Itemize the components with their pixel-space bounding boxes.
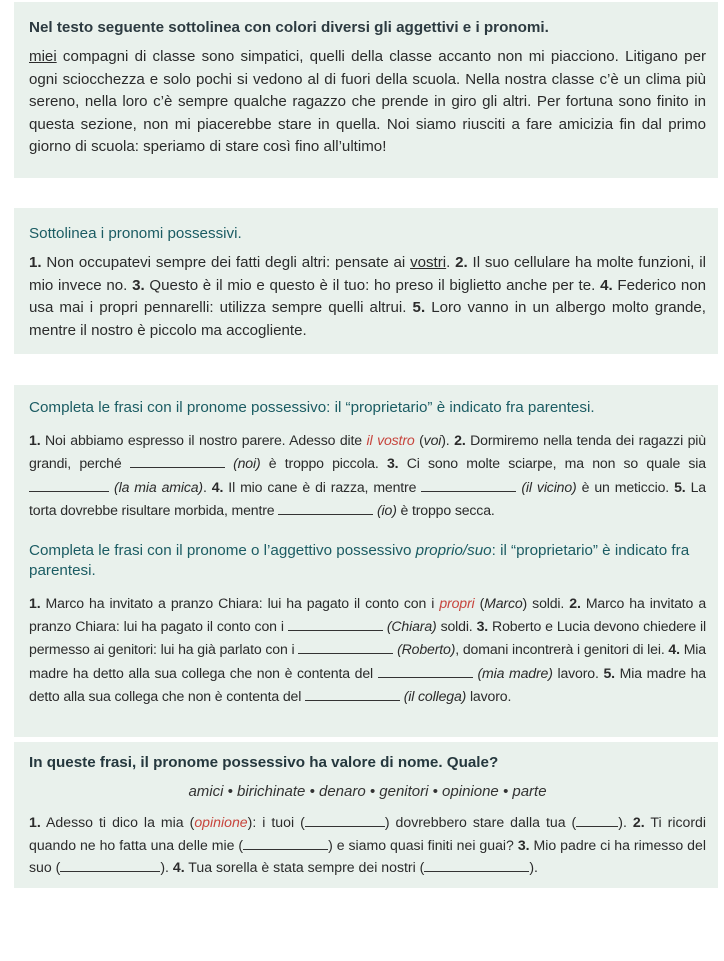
exercise-title: In queste frasi, il pronome possessivo ha valore di nome. Quale?	[29, 754, 499, 771]
answer-blank[interactable]	[29, 477, 109, 492]
exercise-text: 1. Noi abbiamo espresso il nostro parere. Adesso dite il vostro (voi). 2. Dormiremo nella tenda dei ragazzi più grandi, perché (noi) è troppo piccola. 3. Ci sono molte sciarpe, ma non so quale sia (la mia amica). 4. Il mio cane è di razza, mentre (il vicino) è un meticcio. 5. La torta dovrebbe risultare morbida, mentre (io) è troppo secca.	[29, 432, 706, 519]
answer-blank[interactable]	[60, 857, 160, 872]
underlined-word: miei	[29, 48, 57, 65]
exercise-title: Nel testo seguente sottolinea con colori diversi gli aggettivi e i pronomi.	[29, 19, 549, 36]
answer-blank[interactable]	[305, 812, 385, 827]
word-bank: amici • birichinate • denaro • genitori • opinione • parte	[188, 783, 547, 800]
example-answer: propri	[439, 594, 475, 611]
answer-blank[interactable]	[421, 477, 516, 492]
exercise-complete-sentences	[14, 385, 718, 737]
answer-blank[interactable]	[298, 639, 393, 654]
exercise-text: miei compagni di classe sono simpatici, quelli della classe accanto non mi piacciono. Litigano per ogni sciocchezza e solo pochi si vedono al di fuori della scuola. Nella nostra classe c’è un clima più sereno, nella loro c’è sempre qualche ragazzo che prende in giro gli altri. Per fortuna sono finito in questa sezione, non mi piacerebbe stare in quella. Noi siamo riusciti a fare amicizia fin dal primo giorno di scuola: speriamo di stare così fino all’ultimo!	[29, 48, 706, 156]
exercise-text: 1. Adesso ti dico la mia (opinione): i tuoi ( ) dovrebbero stare dalla tua ( ). 2. Ti ricordi quando ne ho fatta una delle mie ( ) e siamo quasi finiti nei guai? 3. Mio padre ci ha rimesso del suo ( ). 4. Tua sorella è stata sempre dei nostri ( ).	[29, 814, 706, 876]
answer-blank[interactable]	[130, 453, 225, 468]
answer-blank[interactable]	[278, 500, 373, 515]
example-answer: il vostro	[366, 432, 415, 448]
exercise-title-proprio-suo: Completa le frasi con il pronome o l’aggettivo possessivo proprio/suo: il “proprietario” è indicato fra parentesi.	[29, 541, 690, 579]
exercise-adjectives-pronouns	[14, 2, 718, 178]
underlined-word: vostri	[410, 254, 447, 271]
exercise-text: 1. Marco ha invitato a pranzo Chiara: lui ha pagato il conto con i propri (Marco) soldi. 2. Marco ha invitato a pranzo Chiara: lui ha pagato il conto con i (Chiara) soldi. 3. Roberto e Lucia devono chiedere il permesso ai genitori: lui ha già parlato con i (Roberto), domani incontrerà i genitori di lei. 4. Mia madre ha detto alla sua collega che non è contenta del (mia madre) lavoro. 5. Mia madre ha detto alla sua collega che non è contenta del (il collega) lavoro.	[29, 594, 707, 705]
exercise-title: Completa le frasi con il pronome possessivo: il “proprietario” è indicato fra parentesi.	[29, 399, 595, 416]
exercise-possessive-as-noun	[14, 742, 718, 888]
answer-blank[interactable]	[288, 616, 383, 631]
exercise-title: Sottolinea i pronomi possessivi.	[29, 225, 242, 242]
answer-blank[interactable]	[243, 835, 328, 850]
answer-blank[interactable]	[424, 857, 529, 872]
answer-blank[interactable]	[576, 812, 618, 827]
answer-blank[interactable]	[305, 686, 400, 701]
exercise-text: 1. Non occupatevi sempre dei fatti degli altri: pensate ai vostri. 2. Il suo cellulare ha molte funzioni, il mio invece no. 3. Questo è il mio e questo è il tuo: ho preso il biglietto anche per te. 4. Federico non usa mai i propri pennarelli: utilizza sempre quelli altrui. 5. Loro vanno in un albergo molto grande, mentre il nostro è piccolo ma accogliente.	[29, 254, 707, 339]
answer-blank[interactable]	[378, 663, 473, 678]
example-answer: opinione	[194, 814, 248, 830]
exercise-possessive-pronouns	[14, 208, 718, 354]
